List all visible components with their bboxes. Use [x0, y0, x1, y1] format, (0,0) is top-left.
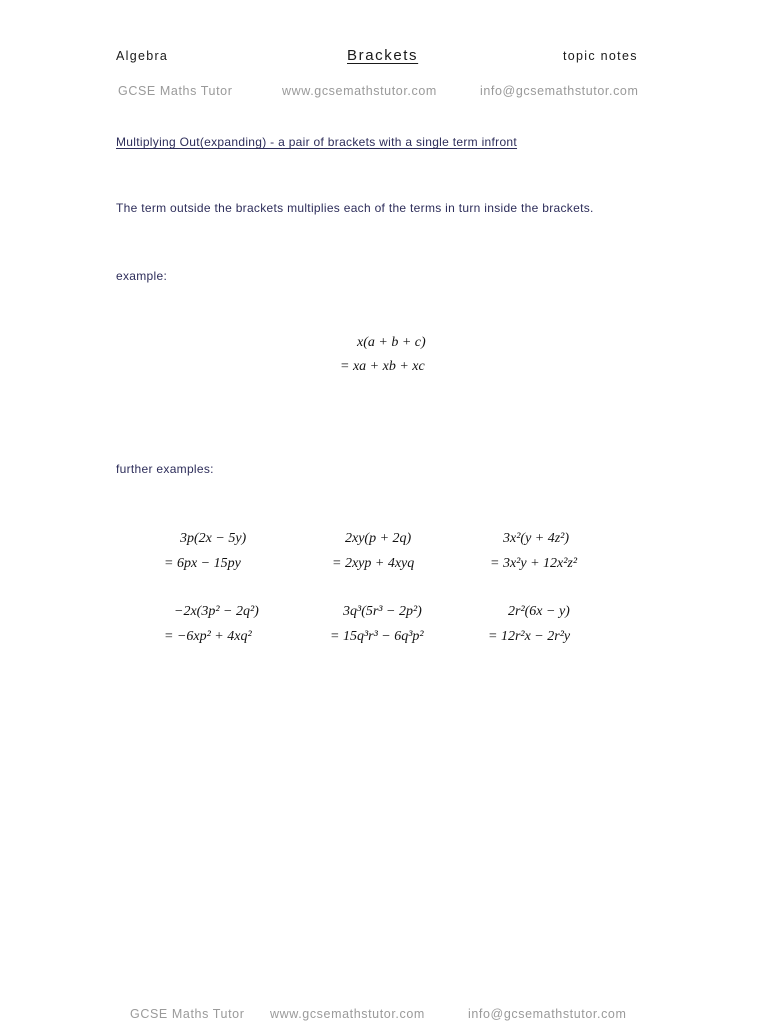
- further-example-expression: 2xy(p + 2q): [345, 531, 412, 546]
- contact-website[interactable]: www.gcsemathstutor.com: [282, 84, 437, 98]
- example-label: example:: [116, 269, 168, 283]
- section-heading: Multiplying Out(expanding) - a pair of brackets with a single term infront: [116, 135, 518, 149]
- further-example-expression: 3x²(y + 4z²): [503, 531, 570, 546]
- further-examples-label: further examples:: [116, 462, 214, 476]
- example-expression: x(a + b + c): [357, 335, 426, 350]
- footer-email[interactable]: info@gcsemathstutor.com: [468, 1007, 627, 1021]
- further-example-expression: 3q³(5r³ − 2p²): [343, 604, 422, 619]
- further-example-result: = 15q³r³ − 6q³p²: [330, 629, 424, 644]
- contact-email[interactable]: info@gcsemathstutor.com: [480, 84, 639, 98]
- further-example-result: = 6px − 15py: [164, 556, 241, 571]
- footer-website[interactable]: www.gcsemathstutor.com: [270, 1007, 425, 1021]
- further-example-expression: 2r²(6x − y): [508, 604, 570, 619]
- further-example-result: = 2xyp + 4xyq: [332, 556, 415, 571]
- footer-name: GCSE Maths Tutor: [130, 1007, 245, 1021]
- further-example-result: = −6xp² + 4xq²: [164, 629, 252, 644]
- header-subject: Algebra: [116, 49, 169, 63]
- header-note-type: topic notes: [563, 49, 638, 63]
- further-example-result: = 3x²y + 12x²z²: [490, 556, 578, 571]
- page-title: Brackets: [347, 47, 419, 64]
- further-example-expression: 3p(2x − 5y): [180, 531, 247, 546]
- further-example-expression: −2x(3p² − 2q²): [174, 604, 259, 619]
- section-description: The term outside the brackets multiplies each of the terms in turn inside the brackets.: [116, 201, 594, 215]
- example-result: = xa + xb + xc: [340, 359, 425, 374]
- contact-name: GCSE Maths Tutor: [118, 84, 233, 98]
- further-example-result: = 12r²x − 2r²y: [488, 629, 571, 644]
